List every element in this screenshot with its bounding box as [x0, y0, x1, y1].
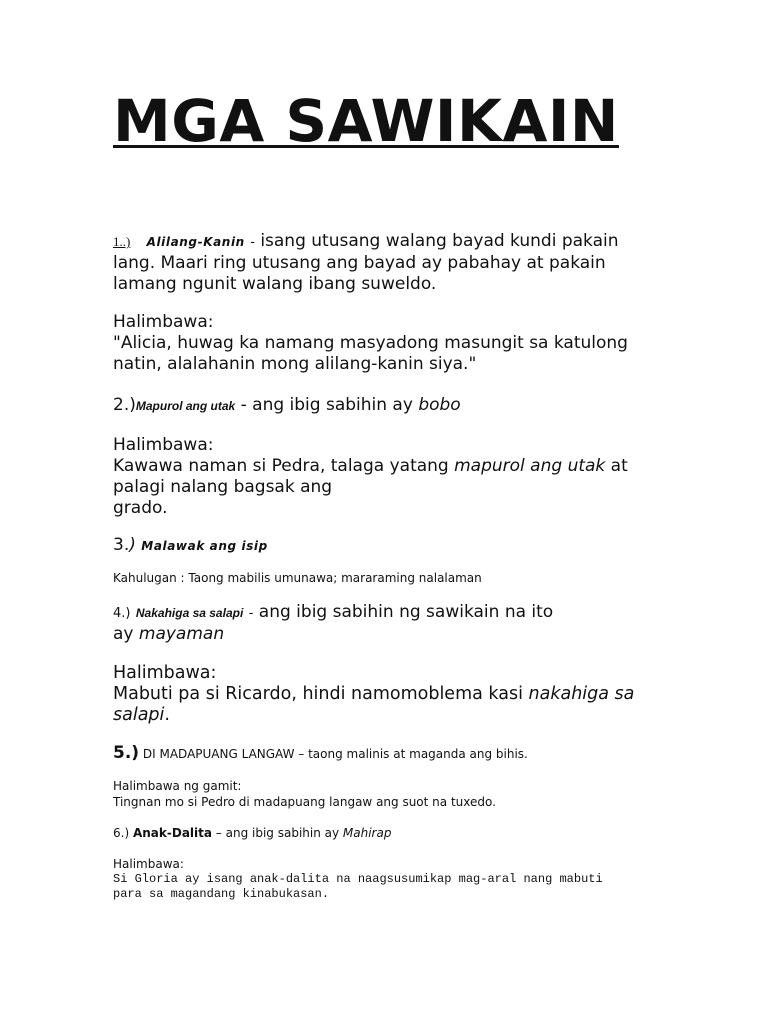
item-2-definition	[113, 395, 661, 417]
item-4-example-text-2-end: .	[164, 705, 170, 725]
item-5-text: DI MADAPUANG LANGAW – taong malinis at maganda ang bihis.	[142, 747, 528, 761]
item-5-example-label: Halimbawa ng gamit:	[113, 779, 242, 793]
item-1-example-label: Halimbawa:	[113, 312, 214, 332]
item-1-definition	[113, 231, 661, 295]
item-3-number: 3.	[113, 535, 130, 555]
item-2-example-emphasis: mapurol ang utak	[454, 456, 606, 476]
item-2-term: Mapurol ang utak	[135, 399, 236, 413]
item-6-example-line-2: para sa magandang kinabukasan.	[113, 887, 330, 901]
item-5-example-text: Tingnan mo si Pedro di madapuang langaw ang suot na tuxedo.	[113, 795, 496, 809]
item-6-example-line-1: Si Gloria ay isang anak-dalita na naagsusumikap mag-aral nang mabuti	[113, 872, 603, 886]
item-1-example-line-2: natin, alalahanin mong alilang-kanin siya."	[113, 354, 477, 374]
item-6-def: – ang ibig sabihin ay	[211, 826, 343, 840]
item-6-number: 6.)	[113, 826, 130, 840]
page-title: MGA SAWIKAIN	[113, 87, 619, 155]
item-1-def-line-1: isang utusang walang bayad kundi pakain	[260, 231, 619, 251]
item-1-def-line-3: lamang ngunit walang ibang suweldo.	[113, 274, 437, 294]
item-2-def: - ang ibig sabihin ay	[235, 395, 419, 415]
item-3-paren: )	[129, 535, 136, 555]
item-2-example-text-1: Kawawa naman si Pedra, talaga yatang	[113, 456, 455, 476]
item-5-definition	[113, 743, 661, 764]
item-3-meaning: Kahulugan : Taong mabilis umunawa; mararaming nalalaman	[113, 571, 482, 585]
item-1-def-line-2: lang. Maari ring utusang ang bayad ay pabahay at pakain	[113, 253, 606, 273]
item-4-def: ang ibig sabihin ng sawikain na ito	[258, 602, 554, 622]
item-1-example	[113, 312, 661, 375]
item-6-definition	[113, 825, 661, 841]
item-2-example-text-2: palagi nalang bagsak ang	[113, 477, 333, 497]
item-4-term: Nakahiga sa salapi	[135, 606, 244, 620]
item-5-number: 5.)	[113, 743, 140, 763]
item-6-example	[113, 872, 673, 902]
item-2-def-emphasis: bobo	[418, 395, 461, 415]
item-3-term: Malawak ang isip	[141, 539, 268, 553]
item-4-def-2: ay	[113, 624, 139, 644]
item-2-example-text-3: grado.	[113, 498, 168, 518]
item-2-example-label: Halimbawa:	[113, 435, 214, 455]
item-4-def-emphasis: mayaman	[138, 624, 225, 644]
item-2-example	[113, 435, 661, 519]
item-6-term: Anak-Dalita	[132, 826, 212, 840]
item-1-term: Alilang-Kanin	[146, 235, 245, 249]
item-1-dash: -	[250, 235, 255, 250]
item-4-example-text-1: Mabuti pa si Ricardo, hindi namomoblema kasi	[113, 684, 529, 704]
item-4-definition	[113, 602, 661, 645]
item-1-number: 1..)	[113, 234, 131, 249]
item-6-example-label: Halimbawa:	[113, 857, 184, 871]
item-3-heading	[113, 535, 661, 557]
item-4-example-emphasis-1: nakahiga sa	[528, 684, 635, 704]
item-4-dash: -	[248, 606, 254, 621]
item-2-example-text-1-end: at	[605, 456, 628, 476]
item-6-def-emphasis: Mahirap	[342, 826, 392, 840]
item-4-example-emphasis-2: salapi	[113, 705, 165, 725]
item-1-example-line-1: "Alicia, huwag ka namang masyadong masungit sa katulong	[113, 333, 628, 353]
item-4-example-label: Halimbawa:	[113, 663, 217, 683]
item-4-number: 4.)	[113, 606, 131, 621]
item-2-number: 2.)	[113, 395, 136, 415]
item-5-example	[113, 778, 661, 810]
item-4-example	[113, 663, 661, 726]
